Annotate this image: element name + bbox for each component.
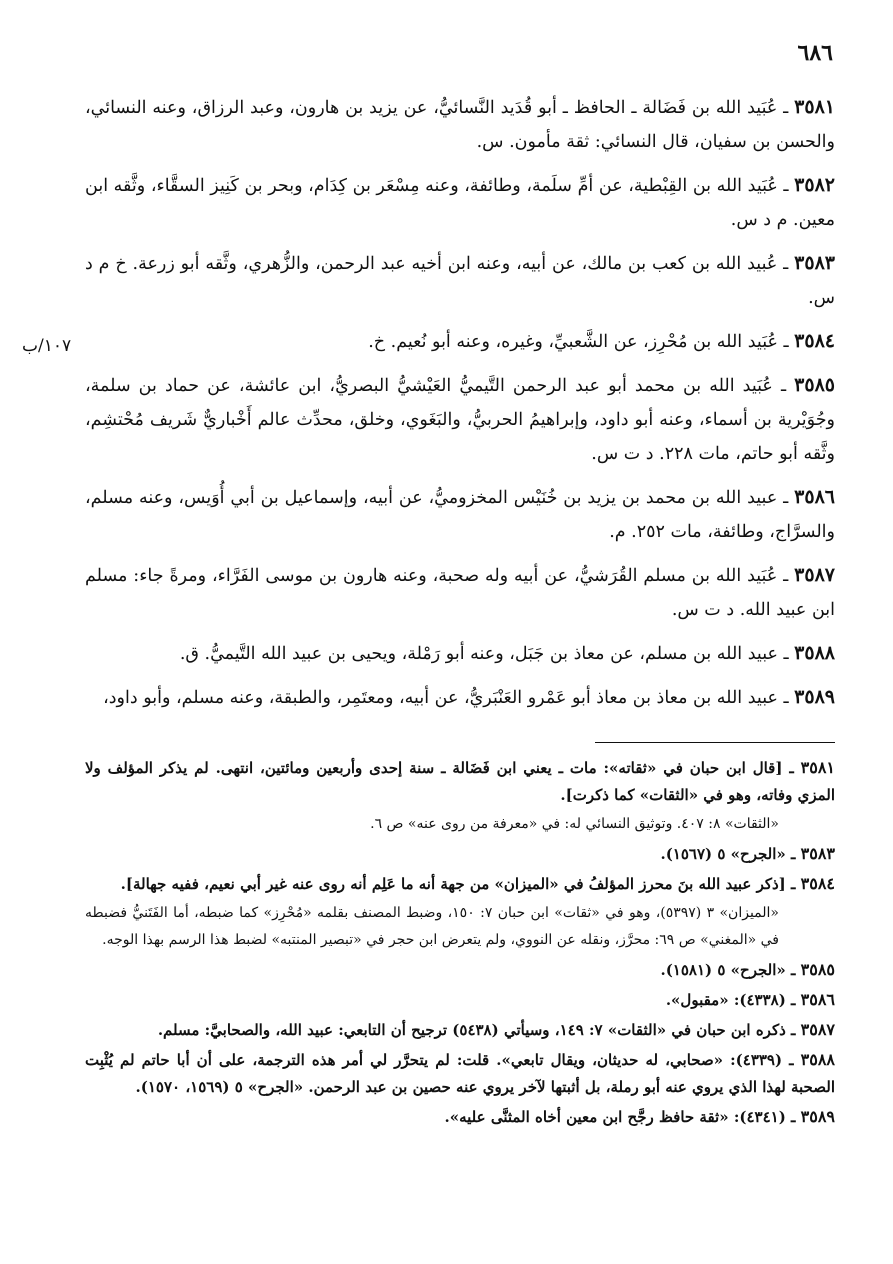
footnote-3588: ٣٥٨٨ ـ (٤٣٣٩): «صحابي، له حديثان، ويقال تابعي». قلت: لم يتحرَّر لي أمر هذه الترجمة، على أن أبا حاتم لم يُثْبِت الصحبة لهذا الذي يروي عنه أبو رملة، بل أثبتها لآخر يروي عنه حصين بن عبد الرحمن. «الجرح» ٥ (١٥٦٩، ١٥٧٠). (85, 1050, 835, 1096)
biography-entries (85, 90, 835, 724)
entry-3587: ٣٥٨٧ ـ عُبَيد الله بن مسلم القُرَشيُّ، عن أبيه وله صحبة، وعنه هارون بن موسى الفَرَّاء، ومرةً جاء: مسلم ابن عبيد الله. د ت س. (85, 564, 835, 620)
entry-3588: ٣٥٨٨ ـ عبيد الله بن مسلم، عن معاذ بن جَبَل، وعنه أبو رَمْلة، ويحيى بن عبيد الله التَّيميُّ. ق. (179, 642, 835, 664)
footnote-3586: ٣٥٨٦ ـ (٤٣٣٨): «مقبول». (665, 990, 835, 1009)
entry-3589: ٣٥٨٩ ـ عبيد الله بن معاذ بن معاذ أبو عَمْرو العَنْبَريُّ، عن أبيه، ومعتَمِر، والطبقة، وعنه مسلم، وأبو داود، (103, 686, 835, 708)
entry-3585: ٣٥٨٥ ـ عُبَيد الله بن محمد أبو عبد الرحمن التَّيميُّ العَيْشيُّ البصريُّ، ابن عائشة، عن حماد بن سلمة، وجُوَيْرية بن أسماء، وعنه أبو داود، وإبراهيمُ الحربيُّ، والبَغَوي، وخلق، محدِّث عالم أَخْباريٌّ شَريف مُحْتشِم، وثَّقه أبو حاتم، مات ٢٢٨. د ت س. (85, 374, 835, 464)
entry-3582: ٣٥٨٢ ـ عُبَيد الله بن القِبْطية، عن أمِّ سلَمة، وطائفة، وعنه مِسْعَر بن كِدَام، وبحر بن كَنِيز السقَّاء، وثَّقه ابن معين. م د س. (85, 174, 835, 230)
entry-3584: ٣٥٨٤ ـ عُبَيد الله بن مُحْرِز، عن الشَّعبيِّ، وغيره، وعنه أبو نُعيم. خ. (368, 330, 835, 352)
footnote-3584: ٣٥٨٤ ـ [ذكر عبيد الله بنَ محرز المؤلفُ في «الميزان» من جهة أنه ما عَلِم أنه روى عنه غير أبي نعيم، ففيه جهالة]. (120, 874, 835, 893)
footnote-3581: ٣٥٨١ ـ [قال ابن حبان في «ثقاته»: مات ـ يعني ابن فَضَالة ـ سنة إحدى وأربعين ومائتين، انتهى. لم يذكر المؤلف ولا المزي وفاته، وهو في «الثقات» كما ذكرت]. (85, 758, 835, 804)
footnotes (85, 754, 835, 1133)
footnote-3587: ٣٥٨٧ ـ ذكره ابن حبان في «الثقات» ٧: ١٤٩، وسيأتي (٥٤٣٨) ترجيح أن التابعي: عبيد الله، والصحابيَّ: مسلم. (157, 1020, 835, 1039)
footnote-3585: ٣٥٨٥ ـ «الجرح» ٥ (١٥٨١). (660, 960, 835, 979)
footnote-3589: ٣٥٨٩ ـ (٤٣٤١): «ثقة حافظ رجَّح ابن معين أخاه المثنَّى عليه». (444, 1107, 835, 1126)
footnote-divider (595, 742, 835, 743)
entry-3583: ٣٥٨٣ ـ عُبيد الله بن كعب بن مالك، عن أبيه، وعنه ابن أخيه عبد الرحمن، والزُّهري، وثَّقه أبو زرعة. خ م د س. (85, 252, 835, 308)
margin-reference: ١٠٧/ب (22, 336, 72, 356)
footnote-3583: ٣٥٨٣ ـ «الجرح» ٥ (١٥٦٧). (660, 844, 835, 863)
page-number: ٦٨٦ (797, 40, 833, 66)
entry-3581: ٣٥٨١ ـ عُبَيد الله بن فَضَالة ـ الحافظ ـ أبو قُدَيد النَّسائيُّ، عن يزيد بن هارون، وعبد الرزاق، وعنه النسائي، والحسن بن سفيان، قال النسائي: ثقة مأمون. س. (85, 96, 835, 152)
footnote-3584-source: «الميزان» ٣ (٥٣٩٧)، وهو في «ثقات» ابن حبان ٧: ١٥٠، وضبط المصنف بقلمه «مُحْرِز» كما ضبطه، أما الفَتَنيُّ فضبطه في «المغني» ص ٦٩: محرَّز، ونقله عن النووي، ولم يتعرض ابن حجر في «تبصير المنتبه» لضبط هذا الرسم بهذا الوجه. (85, 905, 779, 948)
entry-3586: ٣٥٨٦ ـ عبيد الله بن محمد بن يزيد بن خُنَيْس المخزوميُّ، عن أبيه، وإسماعيل بن أبي أُوَيس، وعنه مسلم، والسرَّاج، وطائفة، مات ٢٥٢. م. (85, 486, 835, 542)
footnote-3581-source: «الثقات» ٨: ٤٠٧. وتوثيق النسائي له: في «معرفة من روى عنه» ص ٦. (370, 816, 779, 832)
